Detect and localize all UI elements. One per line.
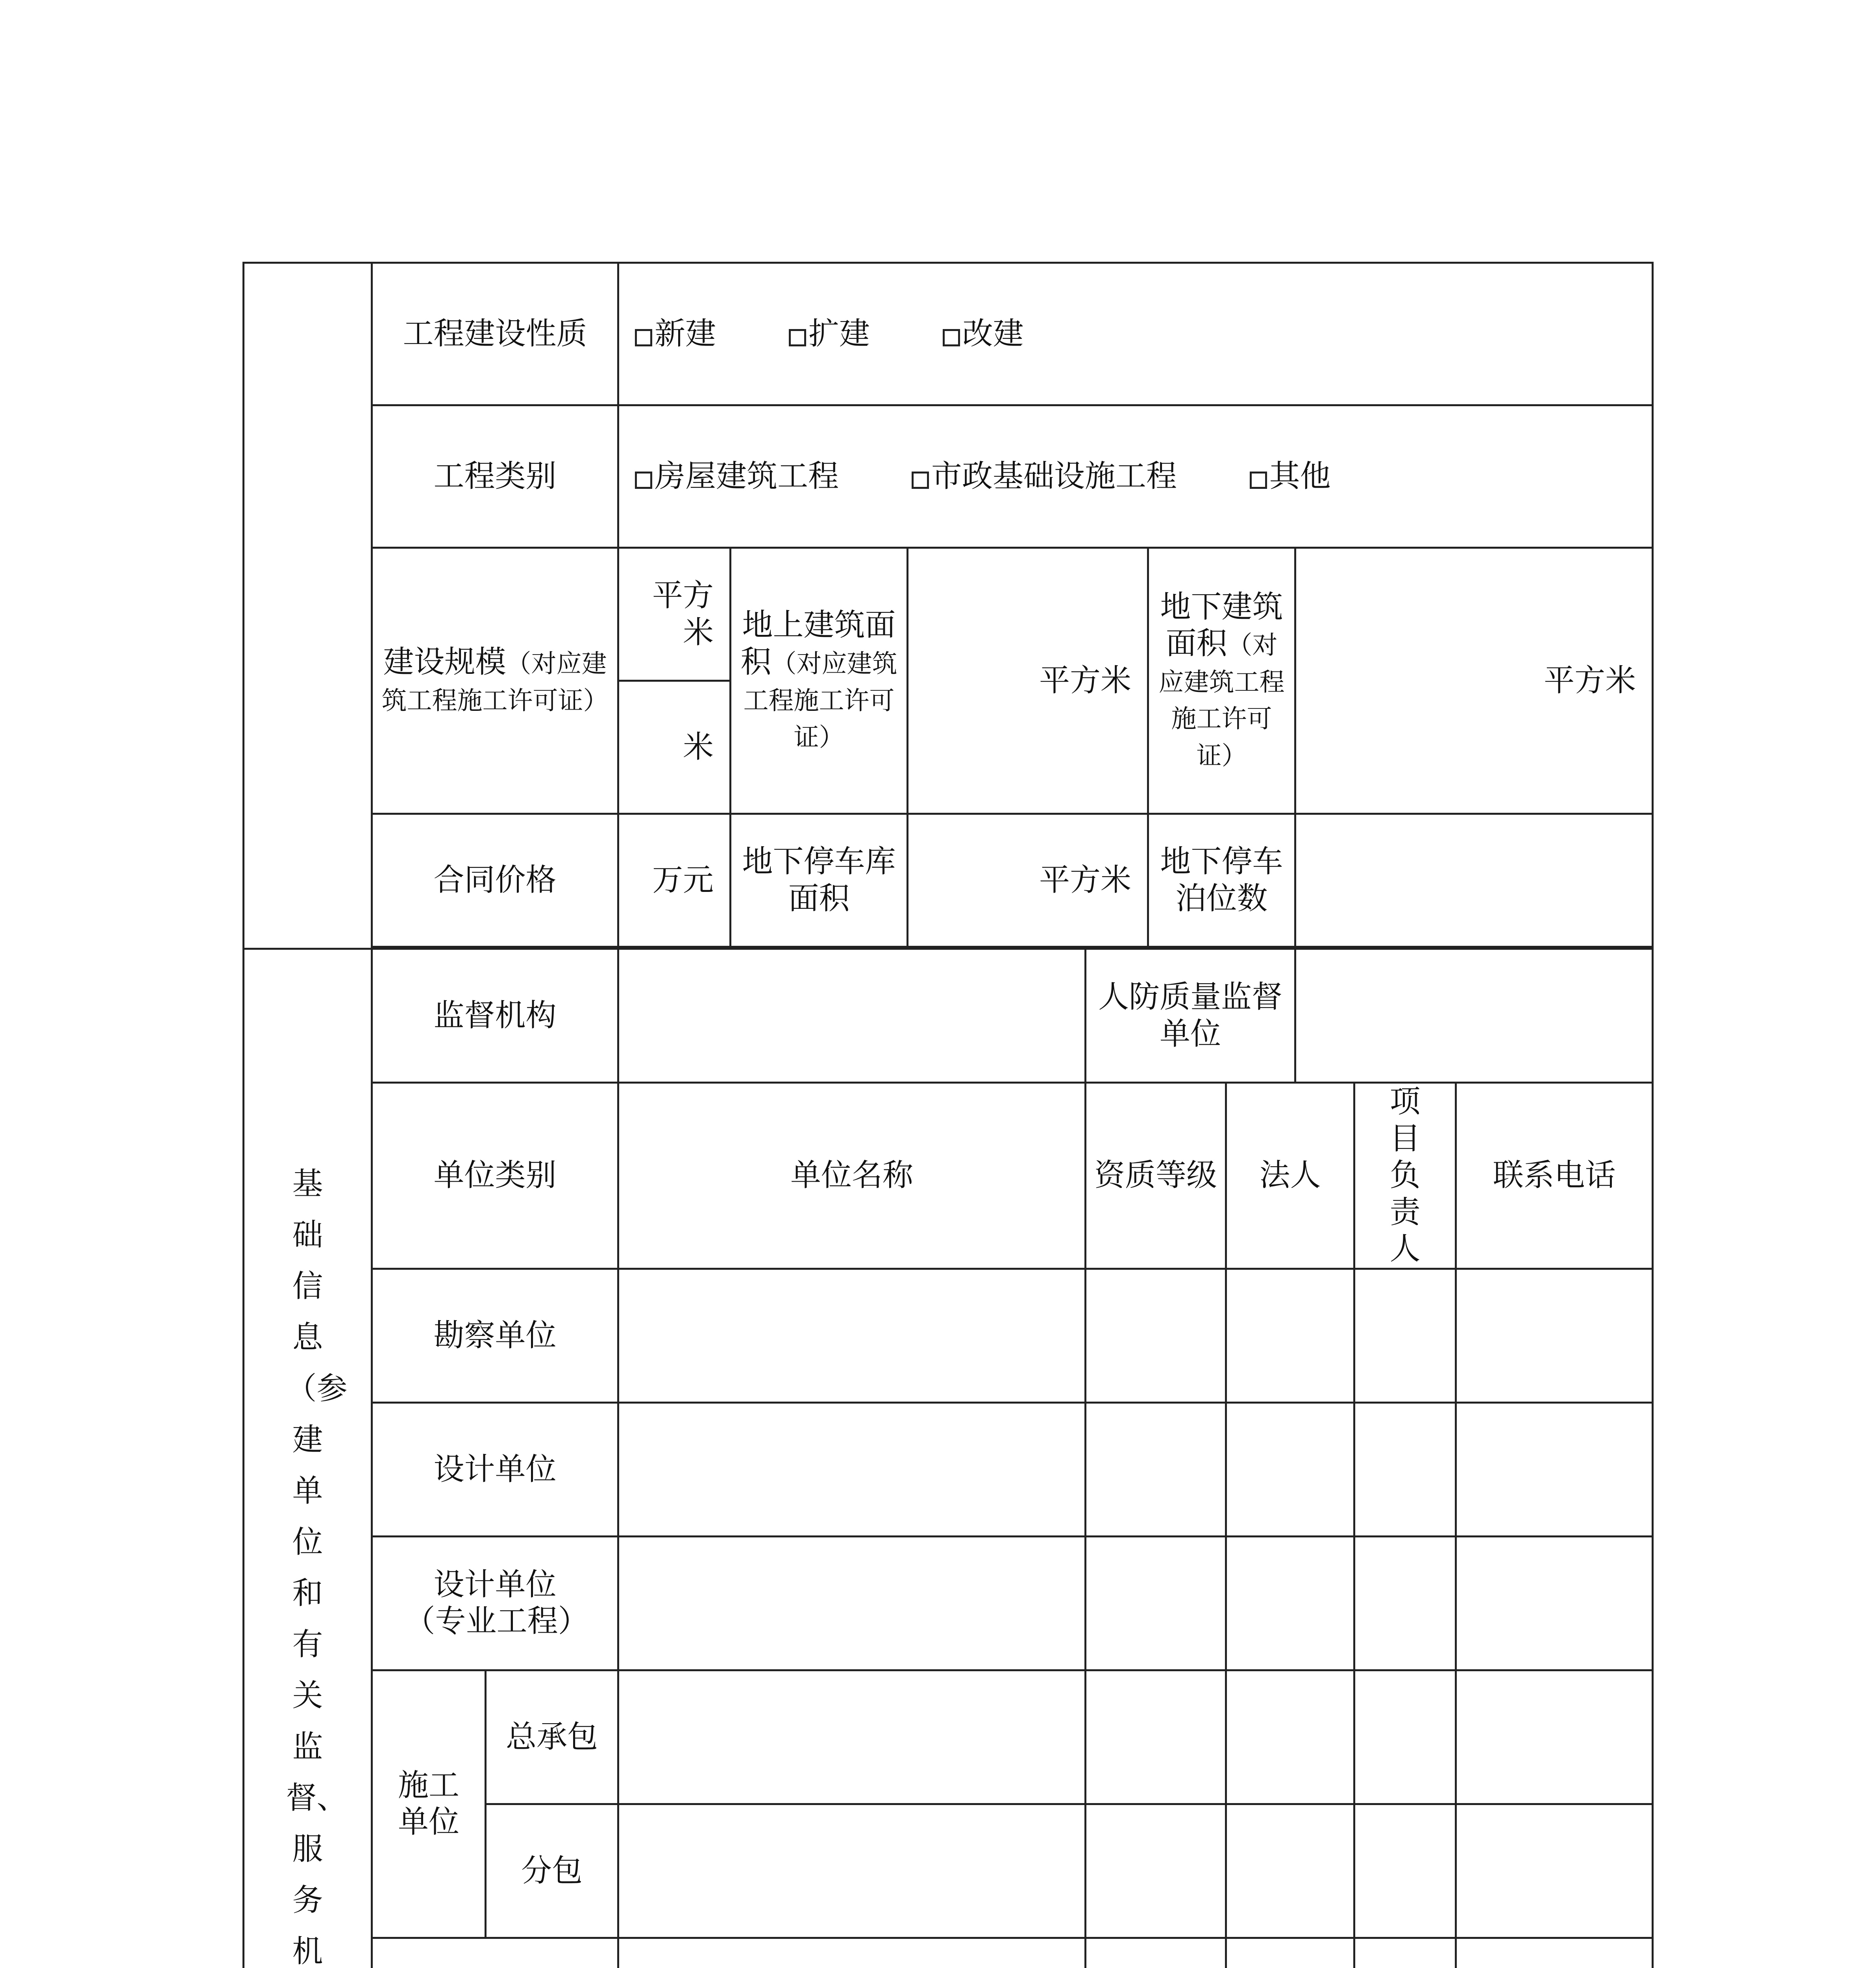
- cell-unit-name[interactable]: [618, 1269, 1086, 1402]
- category-option-building[interactable]: 房屋建筑工程: [635, 458, 839, 495]
- cell-unit-name[interactable]: [618, 1938, 1086, 1968]
- cell-qualification[interactable]: [1086, 1804, 1226, 1938]
- header-unit-type: 单位类别: [372, 1083, 618, 1269]
- header-unit-name: 单位名称: [618, 1083, 1086, 1269]
- nature-option-rebuild[interactable]: 改建: [943, 316, 1024, 353]
- cell-qualification[interactable]: [1086, 1938, 1226, 1968]
- label-underground-area: 地下建筑面积（对应建筑工程施工许可证）: [1148, 548, 1295, 814]
- contract-price-value[interactable]: 万元: [618, 814, 731, 947]
- row-label-supervision: [372, 1938, 618, 1968]
- cell-legal-person[interactable]: [1226, 1402, 1354, 1536]
- cell-phone[interactable]: [1456, 1402, 1653, 1536]
- cell-unit-name[interactable]: [618, 1402, 1086, 1536]
- label-supervision-org: 监督机构: [372, 949, 618, 1083]
- section-basic-info-label: 基础信息（参建单位和有关监督、服务机: [286, 1166, 348, 1968]
- cell-phone[interactable]: [1456, 1804, 1653, 1938]
- table-row: [244, 1402, 1653, 1536]
- category-option-municipal[interactable]: 市政基础设施工程: [912, 458, 1177, 495]
- cell-legal-person[interactable]: [1226, 1938, 1354, 1968]
- row-label-construction: 施工单位: [372, 1670, 486, 1938]
- header-legal-person: 法人: [1226, 1083, 1354, 1269]
- underground-area-value[interactable]: 平方米: [1295, 548, 1653, 814]
- scale-length-value[interactable]: 米: [618, 681, 731, 814]
- checkbox-icon[interactable]: [789, 329, 806, 346]
- cell-legal-person[interactable]: [1226, 1670, 1354, 1804]
- category-options: [618, 405, 1653, 548]
- label-parking-spaces: 地下停车泊位数: [1148, 814, 1295, 947]
- header-project-lead: 项目负责人: [1354, 1083, 1456, 1269]
- nature-option-new[interactable]: 新建: [635, 316, 716, 353]
- row-label-survey: 勘察单位: [372, 1269, 618, 1402]
- row-label-design-special: 设计单位（专业工程）: [372, 1536, 618, 1670]
- cell-phone[interactable]: [1456, 1536, 1653, 1670]
- header-phone: 联系电话: [1456, 1083, 1653, 1269]
- cell-legal-person[interactable]: [1226, 1804, 1354, 1938]
- parking-spaces-value[interactable]: [1295, 814, 1653, 947]
- table-row: [244, 1670, 1653, 1804]
- cell-project-lead[interactable]: [1354, 1804, 1456, 1938]
- cell-phone[interactable]: [1456, 1938, 1653, 1968]
- cell-project-lead[interactable]: [1354, 1670, 1456, 1804]
- cell-qualification[interactable]: [1086, 1670, 1226, 1804]
- cell-unit-name[interactable]: [618, 1670, 1086, 1804]
- supervision-org-value[interactable]: [618, 949, 1086, 1083]
- checkbox-icon[interactable]: [943, 329, 960, 346]
- header-qualification: 资质等级: [1086, 1083, 1226, 1269]
- checkbox-icon[interactable]: [1250, 472, 1267, 489]
- project-info-table: [242, 262, 1654, 1968]
- cell-phone[interactable]: [1456, 1670, 1653, 1804]
- cell-legal-person[interactable]: [1226, 1536, 1354, 1670]
- label-nature: 工程建设性质: [372, 263, 618, 405]
- cell-project-lead[interactable]: [1354, 1536, 1456, 1670]
- scale-area-value[interactable]: 平方米: [618, 548, 731, 681]
- cell-project-lead[interactable]: [1354, 1269, 1456, 1402]
- cell-legal-person[interactable]: [1226, 1269, 1354, 1402]
- table-row: [244, 1269, 1653, 1402]
- above-ground-area-value[interactable]: 平方米: [908, 548, 1148, 814]
- label-civil-defense: 人防质量监督单位: [1086, 949, 1295, 1083]
- unit-header-row: [244, 1083, 1653, 1269]
- row-label-general-contract: 总承包: [486, 1670, 618, 1804]
- section-basic-info: [244, 949, 372, 1968]
- label-category: 工程类别: [372, 405, 618, 548]
- cell-qualification[interactable]: [1086, 1269, 1226, 1402]
- table-row: [244, 1938, 1653, 1968]
- section-cell-project: [244, 263, 372, 949]
- cell-unit-name[interactable]: [618, 1536, 1086, 1670]
- cell-qualification[interactable]: [1086, 1536, 1226, 1670]
- table-row: [244, 1536, 1653, 1670]
- label-contract-price: 合同价格: [372, 814, 618, 947]
- nature-options: [618, 263, 1653, 405]
- checkbox-icon[interactable]: [635, 329, 652, 346]
- checkbox-icon[interactable]: [912, 472, 929, 489]
- label-above-ground-area: 地上建筑面积（对应建筑工程施工许可证）: [731, 548, 908, 814]
- checkbox-icon[interactable]: [635, 472, 652, 489]
- garage-area-value[interactable]: 平方米: [908, 814, 1148, 947]
- label-scale: 建设规模（对应建筑工程施工许可证）: [372, 548, 618, 814]
- row-label-subcontract: 分包: [486, 1804, 618, 1938]
- cell-unit-name[interactable]: [618, 1804, 1086, 1938]
- row-label-design: 设计单位: [372, 1402, 618, 1536]
- civil-defense-value[interactable]: [1295, 949, 1653, 1083]
- cell-project-lead[interactable]: [1354, 1402, 1456, 1536]
- cell-phone[interactable]: [1456, 1269, 1653, 1402]
- cell-qualification[interactable]: [1086, 1402, 1226, 1536]
- cell-project-lead[interactable]: [1354, 1938, 1456, 1968]
- category-option-other[interactable]: 其他: [1250, 458, 1331, 495]
- nature-option-expand[interactable]: 扩建: [789, 316, 870, 353]
- label-garage-area: 地下停车库面积: [731, 814, 908, 947]
